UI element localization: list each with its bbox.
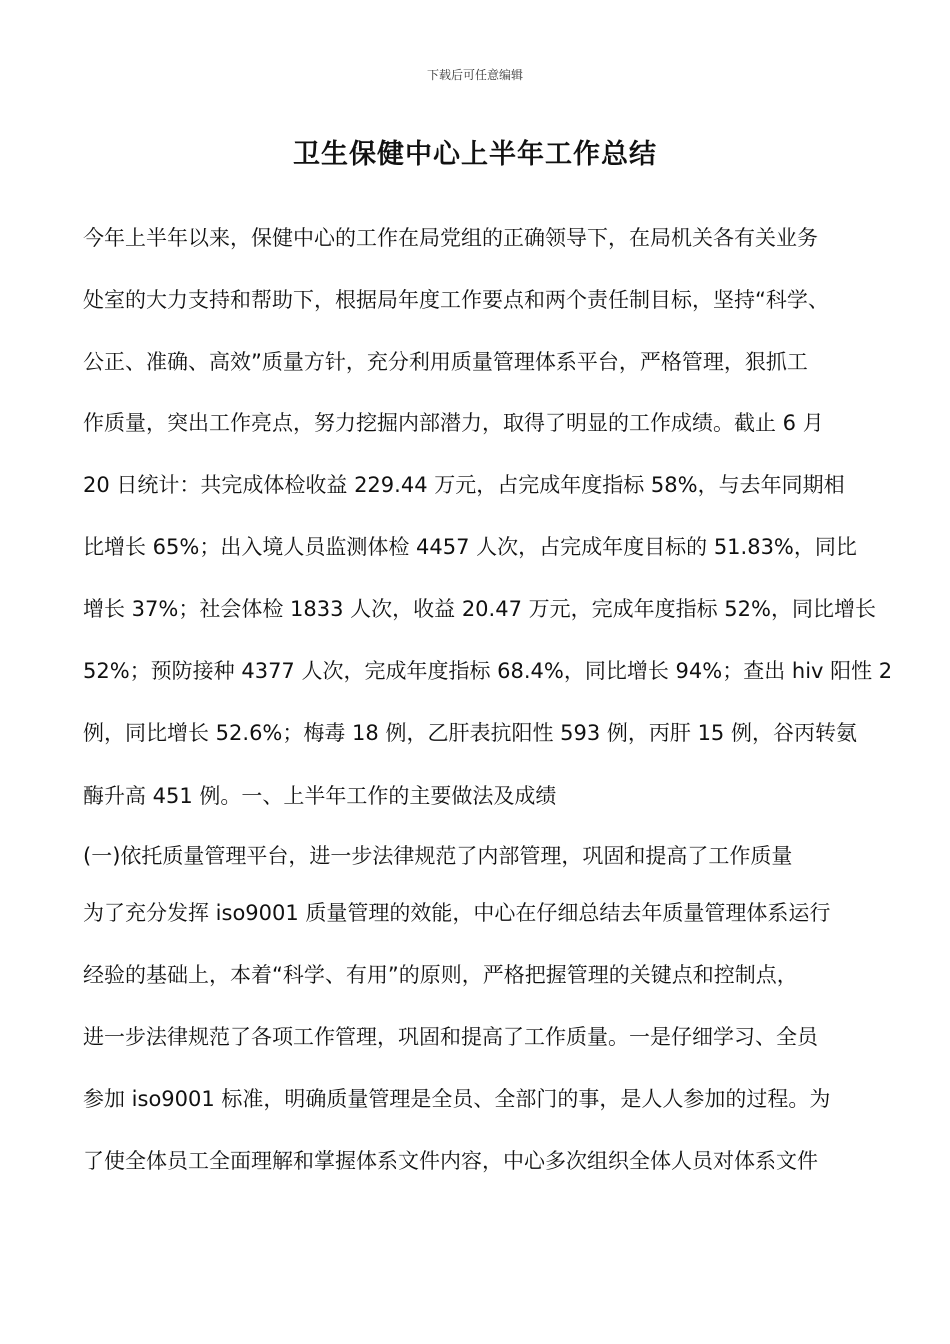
body-line: 作质量，突出工作亮点，努力挖掘内部潜力，取得了明显的工作成绩。截止 6 月 <box>83 411 824 435</box>
body-line: 增长 37%；社会体检 1833 人次，收益 20.47 万元，完成年度指标 52%，同比增长 <box>83 597 876 621</box>
document-title: 卫生保健中心上半年工作总结 <box>293 139 657 170</box>
body-line: 今年上半年以来，保健中心的工作在局党组的正确领导下，在局机关各有关业务 <box>83 226 818 250</box>
body-line: 了使全体员工全面理解和掌握体系文件内容，中心多次组织全体人员对体系文件 <box>83 1149 818 1173</box>
section-heading: (一)依托质量管理平台，进一步法律规范了内部管理，巩固和提高了工作质量 <box>83 844 793 868</box>
header-note: 下载后可任意编辑 <box>426 68 523 82</box>
body-line: 处室的大力支持和帮助下，根据局年度工作要点和两个责任制目标，坚持“科学、 <box>83 288 829 312</box>
body-line: 进一步法律规范了各项工作管理，巩固和提高了工作质量。一是仔细学习、全员 <box>83 1025 818 1049</box>
body-line: 比增长 65%；出入境人员监测体检 4457 人次，占完成年度目标的 51.83%，同比 <box>83 535 857 559</box>
body-line: 为了充分发挥 iso9001 质量管理的效能，中心在仔细总结去年质量管理体系运行 <box>83 901 831 925</box>
body-line: 公正、准确、高效”质量方针，充分利用质量管理体系平台，严格管理，狠抓工 <box>83 350 808 374</box>
body-line: 经验的基础上，本着“科学、有用”的原则，严格把握管理的关键点和控制点， <box>83 963 798 987</box>
body-line: 20 日统计：共完成体检收益 229.44 万元，占完成年度指标 58%，与去年同期相 <box>83 473 845 497</box>
body-line: 例，同比增长 52.6%；梅毒 18 例，乙肝表抗阳性 593 例，丙肝 15 例，谷丙转氨 <box>83 721 857 745</box>
body-line: 参加 iso9001 标准，明确质量管理是全员、全部门的事，是人人参加的过程。为 <box>83 1087 831 1111</box>
body-line: 52%；预防接种 4377 人次，完成年度指标 68.4%，同比增长 94%；查出 hiv 阳性 2 <box>83 659 893 683</box>
body-line: 酶升高 451 例。一、上半年工作的主要做法及成绩 <box>83 784 557 808</box>
